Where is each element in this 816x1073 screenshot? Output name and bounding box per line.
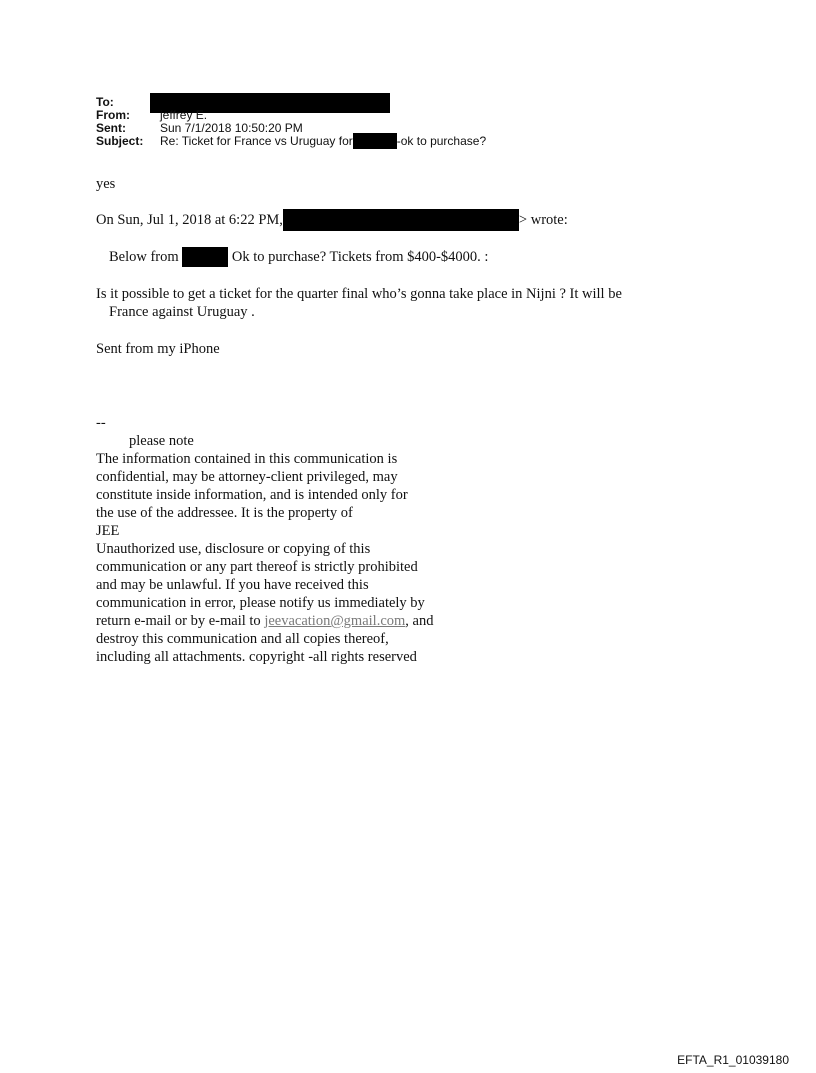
redaction-box bbox=[353, 133, 397, 149]
subject-label: Subject: bbox=[96, 134, 144, 148]
signature-separator: -- bbox=[96, 415, 106, 431]
quote-intro bbox=[96, 211, 568, 231]
disclaimer-line: destroy this communication and all copies thereof, bbox=[96, 631, 389, 647]
disclaimer-line: communication in error, please notify us immediately by bbox=[96, 595, 425, 611]
question-line-2: France against Uruguay . bbox=[109, 304, 255, 320]
disclaimer-line: constitute inside information, and is intended only for bbox=[96, 487, 408, 503]
redaction-box bbox=[283, 209, 519, 231]
subject-prefix: Re: Ticket for France vs Uruguay for bbox=[160, 134, 353, 148]
sent-from-line: Sent from my iPhone bbox=[96, 341, 220, 357]
reply-body: yes bbox=[96, 176, 116, 192]
email-link[interactable]: jeevacation@gmail.com bbox=[264, 613, 406, 629]
sent-value: Sun 7/1/2018 10:50:20 PM bbox=[160, 121, 303, 135]
disclaimer-block bbox=[96, 450, 433, 666]
disclaimer-line: Unauthorized use, disclosure or copying of this bbox=[96, 541, 371, 557]
below-from-text: Below from bbox=[109, 249, 179, 265]
sent-label: Sent: bbox=[96, 121, 126, 135]
question-line-1: Is it possible to get a ticket for the quarter final who’s gonna take place in Nijni ? It will be bbox=[96, 286, 622, 302]
below-rest-text: Ok to purchase? Tickets from $400-$4000. : bbox=[231, 249, 489, 265]
quote-intro-prefix: On Sun, Jul 1, 2018 at 6:22 PM, bbox=[96, 212, 283, 228]
subject-value bbox=[160, 135, 486, 149]
disclaimer-line: JEE bbox=[96, 523, 120, 539]
disclaimer-return-line bbox=[96, 612, 433, 630]
from-value: jeffrey E. bbox=[160, 108, 208, 122]
from-label: From: bbox=[96, 108, 130, 122]
redaction-box bbox=[182, 247, 228, 267]
disclaimer-line: The information contained in this communication is bbox=[96, 451, 398, 467]
quote-intro-suffix: > wrote: bbox=[518, 212, 568, 228]
return-suffix: , and bbox=[405, 613, 434, 629]
disclaimer-line: communication or any part thereof is strictly prohibited bbox=[96, 559, 418, 575]
disclaimer-line: the use of the addressee. It is the property of bbox=[96, 505, 353, 521]
subject-suffix: -ok to purchase? bbox=[396, 134, 487, 148]
document-id: EFTA_R1_01039180 bbox=[677, 1053, 789, 1067]
disclaimer-line: including all attachments. copyright -all rights reserved bbox=[96, 649, 417, 665]
please-note: please note bbox=[129, 433, 194, 449]
quoted-below-line bbox=[96, 248, 488, 267]
to-label: To: bbox=[96, 95, 114, 109]
disclaimer-line: and may be unlawful. If you have received this bbox=[96, 577, 369, 593]
disclaimer-line: confidential, may be attorney-client privileged, may bbox=[96, 469, 398, 485]
return-prefix: return e-mail or by e-mail to bbox=[96, 613, 265, 629]
